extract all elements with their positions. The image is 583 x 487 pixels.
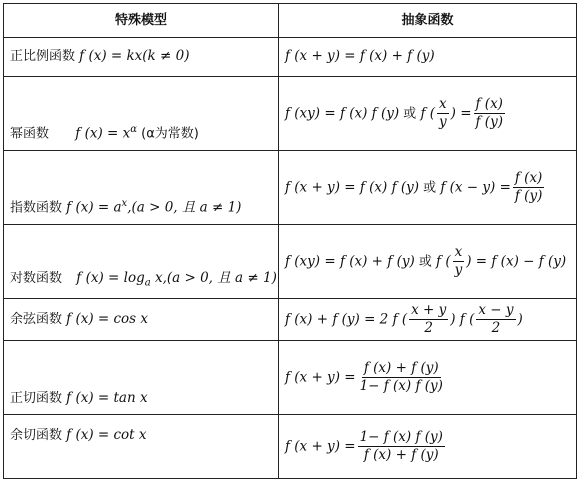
fraction xyxy=(453,243,465,278)
model-formula: f (x) = cos x xyxy=(66,310,149,327)
abstract-part: ) f ( xyxy=(450,311,475,327)
model-name: 正切函数 xyxy=(10,390,63,406)
abstract-cell xyxy=(279,151,577,225)
model-name: 余切函数 xyxy=(10,428,63,443)
model-cell xyxy=(4,77,279,151)
fraction-denominator: f (y) xyxy=(514,188,543,204)
model-formula: f (x) = x xyxy=(75,125,131,142)
model-cell xyxy=(4,299,279,341)
model-cell xyxy=(4,225,279,299)
model-cell xyxy=(4,415,279,479)
abstract-cell xyxy=(279,299,577,341)
fraction-denominator: 2 xyxy=(424,320,433,336)
model-name: 对数函数 xyxy=(10,271,63,287)
fraction-numerator: f (x) xyxy=(513,172,544,189)
abstract-cell xyxy=(279,415,577,479)
fraction-denominator: f (y) xyxy=(475,114,503,130)
model-cell xyxy=(4,341,279,415)
model-formula: f (x) = log xyxy=(76,270,145,287)
or-text: 或 xyxy=(418,254,432,269)
fraction-denominator: 1− f (x) f (y) xyxy=(359,378,443,394)
model-log-base: a xyxy=(144,278,151,289)
model-cell xyxy=(4,151,279,225)
fraction-denominator: y xyxy=(454,262,463,278)
abstract-part: f (x − y) = xyxy=(440,179,511,195)
fraction xyxy=(358,359,445,394)
abstract-formula: f (x + y) = f (x) f (y) xyxy=(285,179,420,195)
abstract-formula: f (xy) = f (x) f (y) xyxy=(285,105,400,121)
fraction xyxy=(513,169,544,204)
fraction-numerator: x + y xyxy=(409,304,448,321)
fraction-numerator: x xyxy=(437,98,449,115)
abstract-cell xyxy=(279,77,577,151)
table-row xyxy=(4,151,577,225)
abstract-cell xyxy=(279,341,577,415)
fraction xyxy=(476,301,515,336)
model-exponent: x xyxy=(121,198,128,210)
abstract-cell xyxy=(279,225,577,299)
fraction xyxy=(358,428,445,463)
table-row xyxy=(4,299,577,341)
model-name: 幂函数 xyxy=(10,126,50,142)
fraction xyxy=(474,95,505,130)
table-row xyxy=(4,415,577,479)
abstract-cell xyxy=(279,38,577,77)
model-name: 余弦函数 xyxy=(10,311,63,327)
abstract-formula: f (xy) = f (x) + f (y) xyxy=(285,253,415,269)
abstract-part: ) xyxy=(517,311,523,327)
model-formula: f (x) = tan x xyxy=(66,389,148,406)
fraction-numerator: x − y xyxy=(476,304,515,321)
model-exponent: α xyxy=(130,124,138,136)
model-condition: x,(a > 0, 且 a ≠ 1) xyxy=(150,270,277,287)
model-formula: f (x) = a xyxy=(66,199,122,216)
function-model-table xyxy=(3,3,577,479)
model-note: (α为常数) xyxy=(141,126,199,142)
fraction xyxy=(437,95,449,130)
model-cell xyxy=(4,38,279,77)
fraction-numerator: x xyxy=(453,246,465,263)
table-row xyxy=(4,77,577,151)
fraction-numerator: f (x) + f (y) xyxy=(362,362,441,379)
fraction-numerator: f (x) xyxy=(474,98,505,115)
fraction-denominator: f (x) + f (y) xyxy=(363,447,439,463)
model-name: 指数函数 xyxy=(10,200,63,216)
abstract-formula: f (x) + f (y) = 2 f ( xyxy=(285,311,408,327)
model-condition: ,(a > 0, 且 a ≠ 1) xyxy=(127,199,242,216)
fraction-numerator: 1− f (x) f (y) xyxy=(358,431,445,448)
table-row xyxy=(4,225,577,299)
abstract-part: f ( xyxy=(420,105,435,121)
abstract-part: ) = xyxy=(450,105,472,121)
header-special-model: 特殊模型 xyxy=(4,4,279,38)
model-formula: f (x) = kx(k ≠ 0) xyxy=(79,48,190,65)
fraction-denominator: y xyxy=(439,114,447,130)
abstract-formula: f (x + y) = f (x) + f (y) xyxy=(285,48,435,65)
abstract-formula: f (x + y) = xyxy=(285,438,356,454)
abstract-part: ) = f (x) − f (y) xyxy=(466,253,567,269)
fraction xyxy=(409,301,448,336)
header-abstract-function: 抽象函数 xyxy=(279,4,577,38)
abstract-formula: f (x + y) = xyxy=(285,369,356,385)
fraction-denominator: 2 xyxy=(491,320,501,336)
table-row xyxy=(4,38,577,77)
or-text: 或 xyxy=(403,106,417,121)
table-header-row xyxy=(4,4,577,38)
model-formula: f (x) = cot x xyxy=(66,427,147,443)
abstract-part: f ( xyxy=(436,253,451,269)
or-text: 或 xyxy=(423,180,437,195)
model-name: 正比例函数 xyxy=(10,49,76,65)
table-row xyxy=(4,341,577,415)
